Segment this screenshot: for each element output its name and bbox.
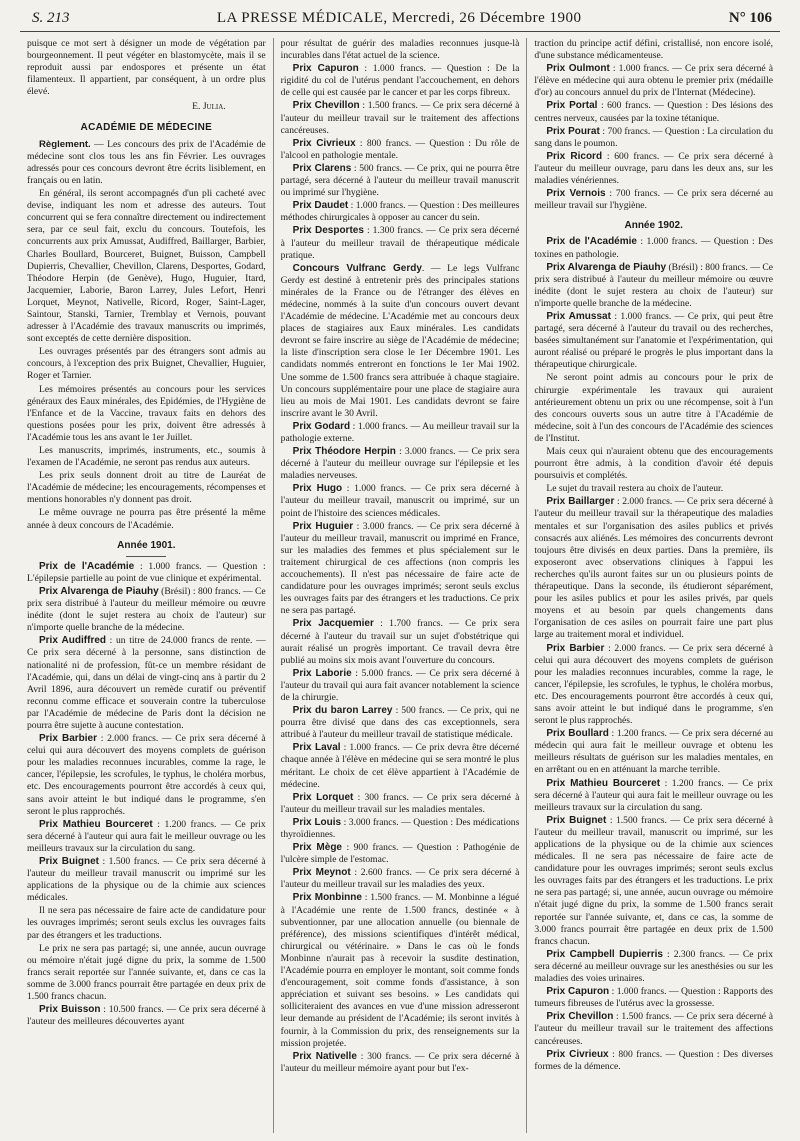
prize-name: Prix de l'Académie [546,236,637,248]
prize-text: : 1.500 francs. — Ce prix sera décerné à l'auteur du meilleur travail, manuscrit ou imprimé, sur les applications de la physique ou de la chimie aux sciences médicales. Il ne sera pas nécessaire de faire acte de candidature pour les ouvrages imprimés; seront seuls exclus les ouvrages faits par des étrangers et les traductions. Le prix ne sera pas partagé; si, une année, aucun ouvrage ou mémoire n'était jugé digne du prix, la somme de 1.500 francs serait reportée sur l'année suivante, et, dans ce cas, la somme de 3.000 francs pourrait être partagée en deux prix de 1.500 francs chacun. [534,814,774,947]
signature: E. Julia. [192,101,226,113]
prize-text: : 1.200 francs. — Ce prix sera décerné au médecin qui aura fait le meilleur ouvrage et obtenu les meilleurs résultats de guérison sur les maladies mentales, en en arrêtant ou en en atténuant la marche terrible. [534,728,774,776]
prize-entry [534,643,773,728]
paragraph: En général, ils seront accompagnés d'un pli cacheté avec devise, indiquant les nom et adresse des auteurs. Tout concurrent qui se fera connaître directement ou indirectement sera, par ce seul fait, exclu du concours. Toutefois, les concurrents aux prix Amussat, Audiffred, Baillarger, Barbier, Charles Boullard, Bourceret, Buignet, Buisson, Campbell Dupierris, Chevallier, Chevillon, Clarens, Desportes, Godard, Théodore Herpin (de Genève), Hugo, Huguier, Itard, Jacquemier, Laborie, Baron Larrey, Jules Lefort, Henri Lorquet, Meynot, Nativelle, Ricord, Roger, Saint-Lager, Saintour, Stanski, Tarnier, Tremblay et Vernois, pouvant adresser à l'Académie des travaux manuscrits ou imprimés, sont exceptés de cette dernière disposition. [27,188,266,345]
prize-entry [27,561,266,585]
prize-name: Prix Desportes [292,225,364,237]
paragraph: Ne seront point admis au concours pour le prix de chirurgie expérimentale les travaux qui auraient antérieurement obtenu un prix ou une récompense, soit à l'un des concours ouverts sous un autre titre à l'Académie de médecine, soit à l'un des concours de l'Académie des sciences de l'Institut. [534,372,774,444]
prize-entry [281,842,520,866]
prize-name: Prix Théodore Herpin [292,446,396,458]
prize-name: Prix Meynot [292,867,351,879]
prize-text: : 2.000 francs. — Ce prix sera décerné à celui qui aura découvert des moyens complets de guérison pour les maladies reconnues incurables, comme la rage, le cancer, l'épilepsie, les scrofules, le typhus, le choléra morbus, etc. Des encouragements pourront être accordés à ceux qui, sans avoir atteint le but indiqué dans le programme, s'en seront le plus rapprochés. [27,733,266,817]
paper-title: LA PRESSE MÉDICALE, [216,10,388,26]
prize-name: Prix Monbinne [292,892,362,904]
prize-text: : 600 francs. — Question : Des lésions des centres nerveux, causées par la toxine tétanique. [534,100,773,124]
section-title: ACADÉMIE DE MÉDECINE [80,121,213,133]
prize-entry [534,126,773,150]
prize-name: Prix Pourat [546,125,600,137]
paragraph: Les manuscrits, imprimés, instruments, etc., soumis à l'examen de l'Académie, ne seront pas rendus aux auteurs. [27,445,266,469]
prize-name: Prix Chevillon [546,1011,614,1023]
prize-entry [281,200,520,224]
prize-name: Prix Jacquemier [292,618,374,630]
prize-entry [281,63,520,99]
year-heading: Année 1902. [624,220,683,232]
prize-entry [281,446,520,482]
prize-text: : 1.000 francs. — Question : De la rigidité du col de l'utérus pendant l'accouchement, en dehors de celle qui est causée par le cancer et par les corps fibreux. [280,63,520,99]
prize-entry [534,1011,773,1047]
paragraph: puisque ce mot sert à désigner un mode de végétation par bourgeonnement. Il peut végéter en blastomycète, mais il se reproduit aussi par endospores et présente un état filamenteux. Il appartient, par conséquent, à un ordre plus élevé. [27,38,266,98]
prize-name: Prix Portal [546,100,598,112]
prize-text: : 500 francs. — Ce prix, qui ne pourra être divisé que dans des cas exceptionnels, sera attribué à l'auteur du meilleur travail de statistique médicale. [280,705,520,741]
prize-name: Prix Capuron [546,986,610,998]
prize-text: : 1.000 francs. — Au meilleur travail sur la pathologie externe. [280,420,520,444]
prize-name: Prix Buignet [39,856,99,867]
prize-entry [534,151,773,187]
prize-text: : 1.300 francs. — Ce prix sera décerné à l'auteur du meilleur travail de thérapeutique médicale pratique. [280,225,520,261]
prize-text: : 700 francs. — Question : La circulation du sang dans le poumon. [534,125,773,149]
paragraph: Le prix ne sera pas partagé; si, une année, aucun ouvrage ou mémoire n'était jugé digne du prix, la somme de 1.500 francs serait reportée sur l'année suivante, et, dans ce cas la somme de 3.000 francs pourrait être partagée en deux prix de 1.500 francs chacun. [27,942,266,1003]
prize-entry [281,618,520,666]
prize-entry [534,728,773,776]
prize-entry [27,856,266,904]
prize-entry [281,483,520,519]
text-columns [20,38,780,1133]
prize-entry [281,867,520,891]
prize-entry [281,742,520,790]
prize-text: : 1.000 francs. — Question : L'épilepsie partielle au point de vue clinique et expérimental. [27,560,266,584]
prize-text: : 1.000 francs. — Ce prix, qui peut être partagé, sera décerné à l'auteur du travail ou des recherches, basées simultanément sur l'anatomie et l'expérimentation, qui auront réalisé ou préparé le progrès le plus important dans la thérapeutique chirurgicale. [534,310,774,371]
prize-name: Prix Audiffred [39,635,107,647]
prize-name: Prix Civrieux [546,1048,609,1060]
prize-name: Prix Daudet [292,200,349,212]
prize-entry [281,421,520,445]
prize-name: Prix Capuron [292,63,359,75]
paragraph: Les prix seuls donnent droit au titre de Lauréat de l'Académie de médecine; les encouragements, récompenses et mentions honorables n'y donnent pas droit. [27,470,266,506]
paragraph: Les mémoires présentés au concours pour les services généraux des Eaux minérales, des Epidémies, de l'Hygiène de l'Enfance et de la Vaccine, travaux faits en dehors des questions posées pour les prix, doivent être adressés à l'Académie tous les ans avant le 1er Juillet. [27,383,266,443]
prize-entry [534,496,773,641]
prize-name: Prix Mège [292,842,342,854]
prize-text: : 3.000 francs. — Ce prix sera décerné à l'auteur du meilleur travail, manuscrit ou imprimé en France, sur les maladies des femmes et plus spécialement sur le traitement chirurgical de ces affections (non compris les accouchements). Il n'est pas nécessaire de faire acte de candidature pour les ouvrages imprimés; seront seuls exclus les ouvrages faits par des étrangers et les traductions. Ce prix ne sera pas partagé. [280,520,520,617]
prize-name: Prix Mathieu Bourceret [39,818,153,830]
prize-entry [281,138,520,162]
prize-text: : 1.000 francs. — Question : Rapports des tumeurs fibreuses de l'utérus avec la grossesse. [534,986,774,1010]
prize-text: : 600 francs. — Ce prix sera décerné à l'auteur du meilleur ouvrage, paru dans les deux ans, sur les maladies vénériennes. [534,150,774,187]
prize-text: : 2.000 francs. — Ce prix sera décerné à celui qui aura découvert des moyens complets de guérison pour les maladies reconnues incurables, comme la rage, le cancer, l'épilepsie, les scrofules, le typhus, le choléra morbus, etc. Des encouragements pourront être accordés à ceux qui, sans avoir atteint le but indiqué dans le programme, s'en seront le plus rapprochés. [534,642,774,727]
prize-name: Prix Barbier [546,642,605,654]
prize-text: : 2.300 francs. — Ce prix sera décerné au meilleur ouvrage sur les anesthésies ou sur les maladies des voies urinaires. [534,948,774,985]
prize-text: : 3.000 francs. — Ce prix sera décerné à l'auteur du meilleur ouvrage sur l'épilepsie et les maladies nerveuses. [280,446,520,482]
prize-name: Prix Buisson [39,1004,101,1016]
prize-entry [534,815,773,948]
prize-name: Prix Nativelle [292,1050,357,1062]
prize-name: Prix de l'Académie [39,560,135,572]
prize-text: : 500 francs. — Ce prix, qui ne pourra être partagé, sera décerné à l'auteur du meilleur travail manuscrit ou imprimé sur l'hygiène. [280,162,520,199]
prize-text: (Brésil) : 800 francs. — Ce prix sera distribué à l'auteur du meilleur mémoire ou œuvre inédite (dont le sujet restera au choix de l'auteur) sur n'importe quelle branche de la médecine. [27,585,266,634]
paragraph: traction du principe actif défini, cristallisé, non encore isolé, d'une substance médicamenteuse. [534,38,774,62]
prize-entry [281,225,520,261]
prize-text: : 1.000 francs. — Question : Des meilleures méthodes chirurgicales à opposer au cancer du sein. [280,200,520,224]
prize-text: : 1.700 francs. — Ce prix sera décerné à l'auteur du travail sur un sujet d'obstétrique qui aurait réalisé un progrès important. Ce travail devra être publié au moins six mois avant l'ouverture du concours. [280,618,520,666]
prize-entry [281,668,520,704]
lead-label: Règlement. [39,138,91,150]
prize-name: Prix Chevillon [292,100,360,112]
prize-text: : 1.500 francs. — Ce prix sera décerné à l'auteur du meilleur travail sur le traitement des affections cancéreuses. [534,1011,774,1047]
prize-entry [27,1004,266,1028]
prize-name: Concours Vulfranc Gerdy [292,262,422,274]
prize-entry [27,733,266,818]
prize-name: Prix Huguier [292,520,354,532]
prize-name: Prix Ricord [546,150,603,162]
paragraph [27,139,266,187]
divider [126,556,166,557]
prize-text: : 10.500 francs. — Ce prix sera décerné à l'auteur des meilleures découvertes ayant [27,1004,266,1028]
page-header [20,6,780,32]
paragraph: Les ouvrages présentés par des étrangers sont admis au concours, à l'exception des prix Buignet, Chevallier, Huguier, Roger et Tarnier. [27,346,266,382]
paragraph: Mais ceux qui n'auraient obtenu que des encouragements pourront être admis, à la condition d'avoir été depuis poursuivis et complétés. [534,446,774,482]
prize-text: : 1.000 francs. — Ce prix sera décerné à l'auteur du meilleur travail, manuscrit ou imprimé, sur un point de l'histoire des sciences médicales. [280,483,520,519]
prize-name: Prix Oulmont [546,63,610,75]
prize-entry [281,817,520,841]
prize-entry [281,521,520,618]
year-heading: Année 1901. [117,539,176,551]
prize-entry [27,635,266,732]
prize-text: (Brésil) : 800 francs. — Ce prix sera distribué à l'auteur du meilleur mémoire ou œuvre inédite (dont le sujet restera au choix de l'auteur) sur n'importe quelle branche de la médecine. [534,261,774,309]
prize-entry [27,586,266,634]
prize-entry [534,100,773,124]
prize-entry [534,1049,773,1073]
issue-date: Mercredi, 26 Décembre 1900 [391,10,582,26]
paragraph: Il ne sera pas nécessaire de faire acte de candidature pour les ouvrages imprimés; seront seuls exclus les ouvrages faits par des étrangers et les traductions. [27,905,266,941]
prize-entry [281,263,520,420]
prize-name: Prix Godard [292,420,351,432]
prize-name: Prix Hugo [292,483,343,495]
prize-text: : 1.500 francs. — Ce prix sera décerné à l'auteur du meilleur travail sur le traitement des affections cancéreuses. [280,100,520,136]
prize-entry [281,100,520,136]
prize-text: : 800 francs. — Question : Des diverses formes de la démence. [534,1048,774,1072]
prize-name: Prix Alvarenga de Piauhy [546,261,667,273]
prize-name: Prix Alvarenga de Piauhy [39,585,159,597]
prize-name: Prix Amussat [546,310,611,322]
prize-text: : 2.600 francs. — Ce prix sera décerné à l'auteur du meilleur travail sur les maladies des yeux. [280,867,520,891]
prize-text: : 3.000 francs. — Question : Des médications thyroïdiennes. [280,816,520,840]
prize-text: . — Le legs Vulfranc Gerdy est destiné à entretenir près des principales stations minérales de la France ou de l'étranger des élèves en médecine, nommés à la suite d'un concours ouvert devant l'Académie de médecine. L'Académie met au concours deux places de stagiaires aux Eaux minérales. Les candidats devront se faire inscrire au siège de l'Académie de médecine; la liste d'inscription sera close le 1er Décembre 1901. Les candidats nommés entreront en fonctions le 1er Mai 1902. Une somme de 1.500 francs sera attribuée à chaque stagiaire. Un concours supplémentaire pour une place de stagiaire aura lieu au mois de Mai 1901. Les candidats devront se faire inscrire avant le 30 Avril. [280,262,520,419]
prize-text: : 900 francs. — Question : Pathogénie de l'ulcère simple de l'estomac. [280,842,520,866]
prize-entry [281,892,520,1049]
prize-text: : 1.000 francs. — Ce prix devra être décerné chaque année à l'élève en médecine qui se sera montré le plus méritant. Le choix de cet élève appartient à l'Académie de médecine. [280,742,520,790]
prize-text: : 1.200 francs. — Ce prix sera décerné à l'auteur qui aura fait le meilleur ouvrage ou les meilleurs travaux sur la circulation du sang. [534,777,774,813]
prize-name: Prix Barbier [39,733,98,745]
prize-text: : 1.000 francs. — Question : Des toxines en pathologie. [534,236,774,260]
prize-entry [281,163,520,199]
prize-entry [534,188,773,212]
prize-entry [534,63,773,99]
prize-entry [534,236,773,260]
paragraph: pour résultat de guérir des maladies reconnues jusque-là incurables dans l'état actuel de la science. [280,38,520,62]
prize-text: : 700 francs. — Ce prix sera décerné au meilleur travail sur l'hygiène. [534,188,774,212]
page-number: S. 213 [32,10,70,26]
prize-name: Prix Laval [292,742,341,754]
prize-name: Prix Clarens [292,162,352,174]
column-3 [526,38,780,1133]
prize-text: : 5.000 francs. — Ce prix sera décerné à l'auteur du travail qui aura fait avancer notablement la science de la chirurgie. [280,667,520,703]
column-1 [20,38,273,1133]
issue-number: N° 106 [728,10,772,26]
prize-entry [281,1051,520,1075]
prize-entry [534,311,773,371]
prize-name: Prix Campbell Dupierris [546,948,663,960]
prize-text: : un titre de 24.000 francs de rente. — Ce prix sera décerné à la personne, sans distinction de nationalité ni de profession, fût-ce un membre résidant de l'Académie, qui, dans un délai de vingt-cinq ans à partir du 2 Avril 1896, aura découvert un remède curatif ou préventif reconnu comme efficace et souverain contre la tuberculose par l'Académie de médecine de Paris dont la décision ne pourra être sujette à aucune contestation. [27,635,266,731]
prize-entry [534,262,773,310]
prize-name: Prix Buignet [546,814,607,826]
prize-entry [27,819,266,855]
prize-entry [534,778,773,814]
prize-entry [534,986,773,1010]
prize-name: Prix Vernois [546,188,606,200]
prize-text: : 300 francs. — Ce prix sera décerné à l'auteur du meilleur travail sur les maladies mentales. [280,791,520,815]
prize-name: Prix Baillarger [546,496,615,508]
prize-entry [281,705,520,741]
prize-text: : 1.000 francs. — Ce prix sera décerné à l'élève en médecine qui aura obtenu le premier prix (médaille d'or) au concours annuel du prix de l'Internat (Médecine). [534,63,774,99]
prize-name: Prix Mathieu Bourceret [546,777,661,789]
prize-text: : 1.500 francs. — Ce prix sera décerné à l'auteur du meilleur travail manuscrit ou imprimé sur les applications de la physique ou de la chimie aux sciences médicales. [27,856,266,904]
prize-entry [534,949,773,985]
prize-text: : 300 francs. — Ce prix sera décerné à l'auteur du meilleur mémoire ayant pour but l'ex- [280,1050,520,1074]
prize-entry [281,792,520,816]
prize-name: Prix Louis [292,816,342,828]
paragraph: Le même ouvrage ne pourra pas être présenté la même année à deux concours de l'Académie. [27,507,266,531]
prize-name: Prix Lorquet [292,791,354,803]
prize-name: Prix du baron Larrey [292,705,393,717]
prize-text: : 1.500 francs. — M. Monbinne a légué à l'Académie une rente de 1.500 francs, destinée « à subventionner, par une allocation annuelle (ou biennale de préférence), des missions scientifiques d'intérêt médical, chirurgical ou vétérinaire. » Dans le cas où le fonds Monbinne n'aurait pas à recevoir la susdite destination, l'Académie pourra en employer le montant, soit comme fonds d'encouragement, soit comme fonds d'assistance, à son appréciation et suivant ses besoins. » Les candidats qui solliciteraient des avances en vue d'une mission adresseront leur demande au président de l'Académie; ils seront invités à fournir, à la Commission du prix, des renseignements sur la mission projetée. [280,892,520,1049]
column-2 [273,38,527,1133]
prize-text: : 2.000 francs. — Ce prix sera décerné à l'auteur du meilleur travail sur la thérapeutique des maladies mentales et sur l'organisation des asiles publics et privés consacrés aux aliénés. Les mémoires des concurrents devront toujours être divisés en deux parties. Dans la première, ils exposeront avec observations cliniques à l'appui les recherches qu'ils auront faites sur un ou plusieurs points de thérapeutique. Dans la seconde, ils étudieront séparément, pour les asiles publics et pour les asiles privés, par quels moyens et au besoin par quels changements dans l'organisation de ces asiles on pourrait faire une part plus large au traitement moral et individuel. [534,496,774,641]
prize-text: : 1.200 francs. — Ce prix sera décerné à l'auteur qui aura fait le meilleur ouvrage ou les meilleurs travaux sur la circulation du sang. [27,818,266,854]
paragraph: Le sujet du travail restera au choix de l'auteur. [546,483,724,495]
prize-name: Prix Boullard [546,728,609,740]
paragraph-text: — Les concours des prix de l'Académie de médecine sont clos tous les ans fin Février. Les ouvrages adressés pour ces concours devront être écrits lisiblement, en français ou en latin. [27,138,266,186]
prize-text: : 800 francs. — Question : Du rôle de l'alcool en pathologie mentale. [280,137,520,161]
masthead [217,10,582,27]
prize-name: Prix Civrieux [292,137,356,149]
prize-name: Prix Laborie [292,667,352,679]
